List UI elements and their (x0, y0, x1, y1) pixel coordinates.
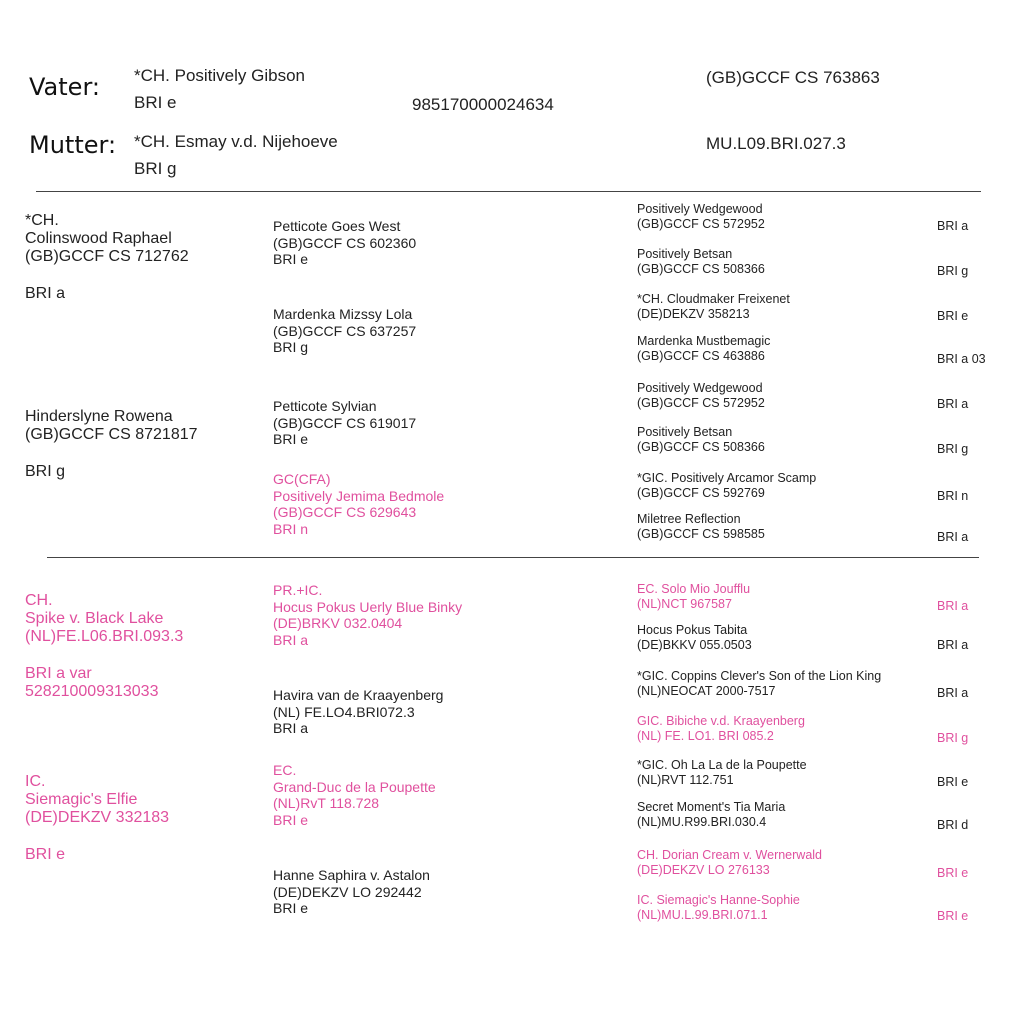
name: Hocus Pokus Tabita (637, 623, 748, 637)
ggp-f1 (273, 218, 416, 268)
name: Hinderslyne Rowena (25, 408, 173, 425)
color: BRI a (273, 631, 309, 648)
gggp-f3 (637, 292, 790, 322)
gggp-m1-color: BRI a (937, 599, 969, 613)
title: PR.+IC. (273, 582, 323, 598)
gggp-f5-color: BRI a (937, 397, 969, 411)
registration: (GB)GCCF CS 629643 (273, 504, 417, 520)
color: BRI g (25, 463, 66, 480)
gggp-f3-color: BRI e (937, 309, 969, 323)
gggp-m1 (637, 582, 750, 612)
gggp-m7 (637, 848, 822, 878)
father-sire (25, 212, 189, 303)
name: IC. Siemagic's Hanne-Sophie (637, 893, 800, 907)
father-microchip: 985170000024634 (412, 95, 554, 114)
gggp-f8-color: BRI a (937, 530, 969, 544)
father-label: Vater: (29, 73, 100, 101)
gggp-f2-color: BRI g (937, 264, 969, 278)
gggp-m8-color: BRI e (937, 909, 969, 923)
registration: (GB)GCCF CS 712762 (25, 248, 189, 265)
color: BRI g (273, 339, 309, 355)
color: BRI a var (25, 665, 92, 682)
name: Miletree Reflection (637, 512, 741, 526)
color: BRI a (273, 720, 309, 736)
name: Positively Wedgewood (637, 381, 763, 395)
mother-label: Mutter: (29, 131, 117, 159)
registration: (NL)FE.L06.BRI.093.3 (25, 628, 184, 645)
ggp-f3 (273, 398, 416, 448)
gggp-f2 (637, 247, 765, 277)
registration: (NL)MU.L.99.BRI.071.1 (637, 908, 768, 922)
name: Spike v. Black Lake (25, 610, 164, 627)
gggp-m4-color: BRI g (937, 731, 969, 745)
registration: (GB)GCCF CS 508366 (637, 440, 765, 454)
color: BRI n (273, 520, 309, 537)
ggp-m2 (273, 687, 443, 737)
name: Hocus Pokus Uerly Blue Binky (273, 598, 463, 615)
registration: (GB)GCCF CS 508366 (637, 262, 765, 276)
name: *CH. Cloudmaker Freixenet (637, 292, 790, 306)
gggp-m2-color: BRI a (937, 638, 969, 652)
name: *GIC. Coppins Clever's Son of the Lion King (637, 669, 882, 683)
registration: (NL)RVT 112.751 (637, 773, 734, 787)
color: BRI e (25, 846, 66, 863)
gggp-f1 (637, 202, 765, 232)
ggp-m3 (273, 762, 436, 828)
name: Positively Jemima Bedmole (273, 487, 445, 504)
name: Colinswood Raphael (25, 230, 172, 247)
registration: (DE)DEKZV LO 276133 (637, 863, 770, 877)
gggp-f8 (637, 512, 765, 542)
name: Hanne Saphira v. Astalon (273, 867, 430, 883)
mother-dam (25, 773, 169, 864)
gggp-m6 (637, 800, 785, 830)
registration: (DE)DEKZV 332183 (25, 809, 170, 826)
ggp-f4 (273, 471, 444, 537)
mother-sire (25, 592, 183, 701)
registration: (GB)GCCF CS 598585 (637, 527, 765, 541)
gggp-m4 (637, 714, 805, 744)
color: BRI a (25, 285, 66, 302)
registration: (GB)GCCF CS 637257 (273, 322, 417, 339)
name: Mardenka Mizssy Lola (273, 306, 413, 322)
gggp-f6 (637, 425, 765, 455)
registration: (NL)RvT 118.728 (273, 795, 380, 811)
registration: (GB)GCCF CS 463886 (637, 349, 765, 363)
name: EC. Solo Mio Joufflu (637, 582, 751, 596)
gggp-f6-color: BRI g (937, 442, 969, 456)
registration: (GB)GCCF CS 8721817 (25, 426, 198, 443)
header-divider (36, 191, 981, 192)
name: CH. Dorian Cream v. Wernerwald (637, 848, 823, 862)
name: Secret Moment's Tia Maria (637, 800, 786, 814)
title: EC. (273, 762, 297, 778)
gggp-m3-color: BRI a (937, 686, 969, 700)
mother-color: BRI g (134, 159, 177, 178)
father-color: BRI e (134, 93, 177, 112)
registration: (NL) FE. LO1. BRI 085.2 (637, 729, 774, 743)
title: GC(CFA) (273, 471, 331, 487)
name: Positively Wedgewood (637, 202, 763, 216)
gggp-m3 (637, 669, 881, 699)
registration: (DE)BRKV 032.0404 (273, 615, 403, 631)
father-dam (25, 408, 198, 481)
gggp-f4-color: BRI a 03 (937, 352, 986, 366)
registration: (GB)GCCF CS 592769 (637, 486, 765, 500)
gggp-f5 (637, 381, 765, 411)
gggp-f4 (637, 334, 770, 364)
name: *GIC. Positively Arcamor Scamp (637, 471, 817, 485)
title: IC. (25, 773, 46, 790)
ggp-m4 (273, 867, 430, 917)
gggp-f7 (637, 471, 816, 501)
registration: (GB)GCCF CS 602360 (273, 234, 417, 251)
color: BRI e (273, 900, 309, 916)
gggp-f1-color: BRI a (937, 219, 969, 233)
registration: (GB)GCCF CS 619017 (273, 414, 417, 431)
registration: (NL) FE.LO4.BRI072.3 (273, 703, 415, 720)
registration: (DE)BKKV 055.0503 (637, 638, 752, 652)
ggp-f2 (273, 306, 416, 356)
name: *GIC. Oh La La de la Poupette (637, 758, 807, 772)
gggp-m5 (637, 758, 807, 788)
title: *CH. (25, 212, 59, 229)
gggp-m7-color: BRI e (937, 866, 969, 880)
title: CH. (25, 592, 53, 609)
name: Positively Betsan (637, 425, 733, 439)
registration: (NL)MU.R99.BRI.030.4 (637, 815, 767, 829)
gggp-m6-color: BRI d (937, 818, 969, 832)
name: Grand-Duc de la Poupette (273, 778, 436, 795)
color: BRI e (273, 431, 309, 447)
ggp-m1 (273, 582, 462, 648)
registration: (NL)NCT 967587 (637, 597, 732, 611)
gggp-m5-color: BRI e (937, 775, 969, 789)
father-name: *CH. Positively Gibson (134, 66, 306, 85)
name: Mardenka Mustbemagic (637, 334, 771, 348)
mother-name: *CH. Esmay v.d. Nijehoeve (134, 132, 338, 151)
name: Petticote Goes West (273, 218, 401, 234)
color: BRI e (273, 251, 309, 267)
name: GIC. Bibiche v.d. Kraayenberg (637, 714, 805, 728)
section-divider (47, 557, 979, 558)
registration: (DE)DEKZV LO 292442 (273, 883, 422, 900)
microchip: 528210009313033 (25, 683, 159, 700)
registration: (NL)NEOCAT 2000-7517 (637, 684, 776, 698)
name: Petticote Sylvian (273, 398, 377, 414)
gggp-m2 (637, 623, 752, 653)
father-registration: (GB)GCCF CS 763863 (706, 68, 880, 87)
mother-registration: MU.L09.BRI.027.3 (706, 134, 846, 153)
name: Havira van de Kraayenberg (273, 687, 444, 703)
gggp-f7-color: BRI n (937, 489, 969, 503)
name: Positively Betsan (637, 247, 733, 261)
registration: (GB)GCCF CS 572952 (637, 217, 765, 231)
registration: (GB)GCCF CS 572952 (637, 396, 765, 410)
color: BRI e (273, 811, 309, 828)
name: Siemagic's Elfie (25, 791, 138, 808)
registration: (DE)DEKZV 358213 (637, 307, 750, 321)
gggp-m8 (637, 893, 800, 923)
